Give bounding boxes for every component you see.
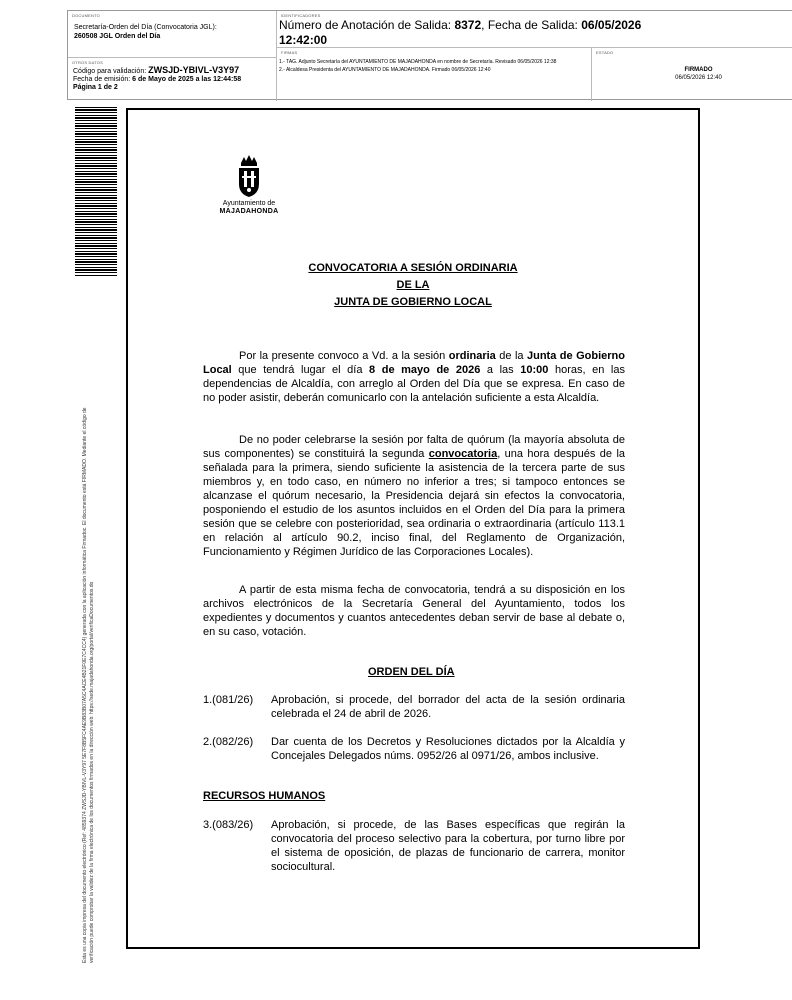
logo-line-1: Ayuntamiento de: [222, 200, 276, 207]
ident-time: 12:42:00: [279, 33, 328, 47]
document-label: DOCUMENTO: [72, 13, 100, 18]
document-cell: [68, 11, 277, 58]
identifiers-label: IDENTIFICADORES: [281, 13, 321, 18]
p1-h: 10:00: [520, 364, 549, 376]
coat-of-arms-icon: [235, 154, 263, 198]
status-date: 06/05/2026 12:40: [675, 75, 722, 81]
emission-date: 6 de Mayo de 2025 a las 12:44:58: [132, 76, 242, 83]
side-text-line-2: verificación puede comprobar la validez de la firma electrónica de los documentos firmados en la dirección web: https://sede.majadahonda.org/portal/verificaDocumentos.do: [89, 581, 95, 963]
document-title: [128, 260, 698, 311]
agenda-item: [203, 693, 625, 721]
other-data-label: OTROS DATOS: [72, 60, 103, 65]
p2-a: De no poder celebrarse la sesión por falta de quórum (la mayoría absoluta de sus componentes) se constituirá la segunda: [203, 434, 625, 460]
agenda-item-number: 3.(083/26): [203, 819, 254, 831]
agenda-item-text: Dar cuenta de los Decretos y Resoluciones dictados por la Alcaldía y Concejales Delegados núms. 0952/26 al 0971/26, ambos inclusive.: [271, 736, 625, 762]
status-value: FIRMADO: [684, 67, 713, 73]
p1-f: 8 de mayo de 2026: [369, 364, 481, 376]
page-info: Página 1 de 2: [73, 84, 118, 91]
ident-prefix: Número de Anotación de Salida:: [279, 18, 455, 32]
p2-b: convocatoria: [428, 448, 498, 460]
document-header: [67, 10, 792, 100]
emission-line: [73, 76, 241, 84]
verification-side-text: [82, 303, 96, 963]
agenda-item-text: Aprobación, si procede, del borrador del acta de la sesión ordinaria celebrada el 24 de abril de 2026.: [271, 694, 625, 720]
p1-c: de la: [495, 350, 527, 362]
barcode: [75, 107, 117, 277]
p1-i: horas, en las dependencias de Alcaldía, con arreglo al Orden del Día que se expresa. En caso de no poder asistir, deberán comunicarlo con la antelación suficiente a esta Alcaldía.: [203, 364, 625, 404]
document-name: Secretaría-Orden del Día (Convocatoria JGL):: [74, 24, 217, 31]
status-cell: [592, 48, 792, 101]
emission-prefix: Fecha de emisión:: [73, 76, 133, 83]
signature-2: 2.- Alcaldesa Presidenta del AYUNTAMIENTO DE MAJADAHONDA. Firmado 06/05/2026 12:40: [279, 67, 491, 73]
agenda-item-text: Aprobación, si procede, de las Bases específicas que regirán la convocatoria del proceso selectivo para la cobertura, por turno libre por el sistema de oposición, de plazas de funcionario de carrera, monitor sociocultural.: [271, 819, 625, 873]
signature-1: 1.- TAG. Adjunto Secretaría del AYUNTAMIENTO DE MAJADAHONDA en nombre de Secretaría. Revisado 06/05/2026 12:38: [279, 59, 557, 65]
ident-number: 8372: [454, 18, 482, 32]
paragraph-3: A partir de esta misma fecha de convocatoria, tendrá a su disposición en los archivos electrónicos de la Secretaría General del Ayuntamiento, todos los expedientes y documentos y cuantos antecedentes deban servir de base al debate o, en su caso, votación.: [203, 584, 625, 638]
agenda-item: [203, 818, 625, 874]
agenda-item-number: 1.(081/26): [203, 694, 254, 706]
p1-a: Por la presente convoco a Vd. a la sesión: [239, 350, 449, 362]
validation-code-line: [73, 66, 241, 76]
other-data-cell: [68, 58, 277, 101]
title-line-3: JUNTA DE GOBIERNO LOCAL: [334, 296, 492, 308]
municipality-logo: [214, 154, 284, 216]
ident-mid: , Fecha de Salida:: [481, 18, 582, 32]
orden-del-dia-heading: ORDEN DEL DÍA: [368, 666, 455, 678]
validation-code: ZWSJD-YBIVL-V3Y97: [148, 65, 240, 75]
title-line-1: CONVOCATORIA A SESIÓN ORDINARIA: [308, 262, 518, 274]
signatures-label: FIRMAS: [281, 50, 298, 55]
paragraph-2: [203, 433, 625, 559]
side-text-line-1: Esta es una copia impresa del documento electrónico (Ref: 4859374 ZWSJD-YBIVL-V3Y97 5E7F8B5FC4AE9B83B07A5C4ACE4B21F0E7C4CC4) generada con la aplicación informática Firmadoc. El documento está FIRMADO. Mediante el código de: [82, 407, 88, 963]
p1-e: que tendrá lugar el día: [231, 364, 370, 376]
p1-d: Junta de Gobierno Local: [203, 350, 625, 376]
p1-b: ordinaria: [448, 350, 496, 362]
agenda-item-number: 2.(082/26): [203, 736, 254, 748]
identifiers-value: [279, 18, 641, 48]
validation-prefix: Código para validación:: [73, 68, 149, 75]
signatures-cell: [277, 48, 592, 101]
paragraph-1: [203, 349, 625, 405]
document-subname: 260508 JGL Orden del Día: [74, 33, 161, 40]
agenda-item: [203, 735, 625, 763]
p2-c: , una hora después de la señalada para la primera, siendo suficiente la asistencia de la tercera parte de sus miembros y, en todo caso, en número no inferior a tres; si tampoco entonces se alcanzase el quórum necesario, la Presidencia dejará sin efectos la convocatoria, posponiendo el estudio de los asuntos incluidos en el Orden del Día para la primera sesión que se celebre con posterioridad, sea ordinaria o extraordinaria (artículo 113.1 en relación al artículo 90.2, inciso final, del Reglamento de Organización, Funcionamiento y Régimen Jurídico de las Corporaciones Locales).: [203, 448, 625, 558]
title-line-2: DE LA: [396, 279, 430, 291]
status-label: ESTADO: [596, 50, 614, 55]
recursos-humanos-heading: RECURSOS HUMANOS: [203, 790, 326, 802]
document-page: [126, 108, 700, 949]
ident-date: 06/05/2026: [581, 18, 642, 32]
identifiers-cell: [277, 11, 792, 48]
p1-g: a las: [480, 364, 521, 376]
logo-line-2: MAJADAHONDA: [219, 208, 279, 215]
